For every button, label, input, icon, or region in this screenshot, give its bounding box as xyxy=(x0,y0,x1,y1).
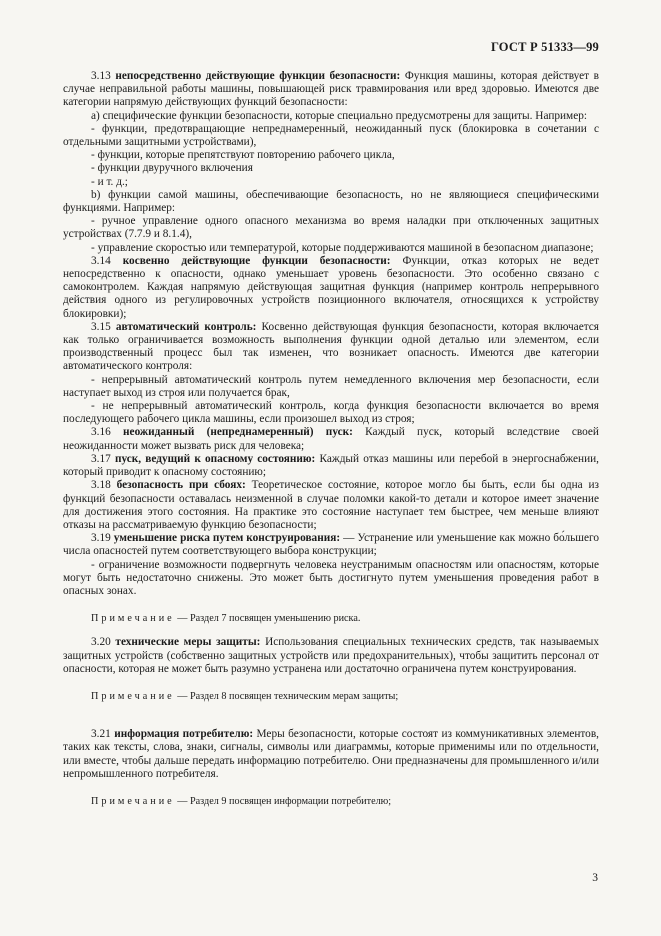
note-2 xyxy=(63,690,599,703)
clause-3-20 xyxy=(63,636,599,676)
page-number: 3 xyxy=(592,872,598,884)
clause-term: технические меры защиты: xyxy=(115,636,261,649)
note-label: Примечание xyxy=(91,795,175,807)
list-item: - функции, которые препятствуют повторению рабочего цикла, xyxy=(91,149,395,162)
clause-text: Косвенно действующая функция безопасности, которая включается как только ограничивается возможность выполнения функции одной деталью или элементом, если производственный процесс был так изменен, что возникает опасность. Имеются две категории автоматического контроля: xyxy=(63,320,599,373)
clause-text: — Устранение или уменьшение как можно бо́льшего числа опасностей путем соответствующего выбора конструкции; xyxy=(63,532,600,558)
spacer xyxy=(63,714,599,728)
clause-text: Каждый пуск, который вследствие своей неожиданности может вызвать риск для человека; xyxy=(63,426,599,452)
list-item: - не непрерывный автоматический контроль, когда функция безопасности включается во время последующего рабочего цикла машины, если произошел выход из строя; xyxy=(63,400,599,426)
clause-number: 3.16 xyxy=(91,426,111,439)
list-item: - ограничение возможности подвергнуть человека неустранимым опасностям или опасностям, которые могут быть недостаточно снижены. Это может быть достигнуто путем уменьшения проведения работ в опасных зонах. xyxy=(63,558,599,597)
note-label: Примечание xyxy=(91,613,175,625)
note-label: Примечание xyxy=(91,690,175,702)
list-item: - ручное управление одного опасного механизма во время наладки при отключенных защитных устройствах (7.7.9 и 8.1.4), xyxy=(63,215,599,241)
clause-text: Использования специальных технических средств, так называемых защитных устройств (собственно защитных устройств или предохранительных), чтобы защитить персонал от опасности, которая не может быть разумно устранена или достаточно ограничена путем конструирования. xyxy=(63,636,600,675)
clause-3-15 xyxy=(63,321,599,374)
clause-3-21 xyxy=(63,728,599,781)
note-text: — Раздел 7 посвящен уменьшению риска. xyxy=(177,613,361,625)
note-1 xyxy=(63,612,599,625)
list-item: - управление скоростью или температурой, которые поддерживаются машиной в безопасном диапазоне; xyxy=(91,241,594,254)
clause-3-16 xyxy=(63,426,599,452)
clause-number: 3.20 xyxy=(91,636,111,649)
note-text: — Раздел 9 посвящен информации потребителю; xyxy=(177,795,392,807)
clause-text: Каждый отказ машины или перебой в энергоснабжении, который приводит к опасному состоянию; xyxy=(63,452,599,479)
note-text: — Раздел 8 посвящен техническим мерам защиты; xyxy=(177,690,399,702)
list-item: - функции, предотвращающие непреднамеренный, неожиданный пуск (блокировка в сочетании с отдельными защитными устройствами), xyxy=(63,122,599,149)
clause-3-17 xyxy=(63,453,599,479)
clause-term: пуск, ведущий к опасному состоянию: xyxy=(114,452,316,465)
clause-text: Меры безопасности, которые состоят из коммуникативных элементов, таких как тексты, слова, знаки, сигналы, символы или диаграммы, которые применимы или по отдельности, или вместе, чтобы дальше передать информацию потребителю. Они предназначены для промышленного и/или непромышленного потребителя. xyxy=(63,728,599,780)
clause-text: Функция машины, которая действует в случае неправильной работы машины, повышающей риск травмирования или вред здоровью. Имеются две категории напрямую действующих функций безопасности: xyxy=(63,70,599,109)
list-item: - непрерывный автоматический контроль путем немедленного включения мер безопасности, если наступает выход из строя или получается брак, xyxy=(63,373,599,399)
clause-number: 3.14 xyxy=(91,254,111,267)
clause-text: Теоретическое состояние, которое могло бы быть, если бы одна из функций безопасности оставалась неизменной в случае поломки какой-то детали и которое имеет значение для достижения этого состояния. На практике это состояние наступает тем быстрее, чем меньше влияют отказы на рассматриваемую функцию безопасности; xyxy=(63,479,600,531)
clause-3-13-b: b) функции самой машины, обеспечивающие безопасность, но не являющиеся специфическими функциями. Например: xyxy=(63,188,599,215)
clause-number: 3.15 xyxy=(91,320,111,333)
clause-term: автоматический контроль: xyxy=(115,320,257,333)
clause-3-13 xyxy=(63,70,599,110)
clause-term: косвенно действующие функции безопасности: xyxy=(122,254,391,267)
clause-3-13-a: а) специфические функции безопасности, которые специально предусмотрены для защиты. Например: xyxy=(91,109,588,122)
list-item: - функции двуручного включения xyxy=(91,162,253,175)
list-item: - и т. д.; xyxy=(91,175,128,188)
document-header: ГОСТ Р 51333—99 xyxy=(490,40,599,54)
clause-term: информация потребителю: xyxy=(114,728,254,741)
clause-text: Функции, отказ которых не ведет непосредственно к опасности, однако уменьшает уровень безопасности. Это особенно связано с самоконтролем. Каждая напрямую действующая защитная функция (например контроль непрерывного действия одного из регулировочных устройств позиционного включателя, относящихся к устройству блокировки); xyxy=(63,254,600,320)
clause-number: 3.13 xyxy=(91,70,111,82)
clause-number: 3.18 xyxy=(91,479,111,492)
clause-term: безопасность при сбоях: xyxy=(116,479,246,492)
note-3 xyxy=(63,795,599,808)
clause-3-19 xyxy=(63,532,599,558)
clause-term: неожиданный (непреднамеренный) пуск: xyxy=(123,426,353,439)
clause-term: уменьшение риска путем конструирования: xyxy=(113,532,341,545)
page-content xyxy=(63,70,599,819)
clause-number: 3.21 xyxy=(91,728,111,741)
clause-number: 3.17 xyxy=(91,452,111,465)
clause-term: непосредственно действующие функции безопасности: xyxy=(115,70,401,82)
clause-number: 3.19 xyxy=(91,532,111,545)
clause-3-14 xyxy=(63,255,599,321)
clause-3-18 xyxy=(63,479,599,532)
